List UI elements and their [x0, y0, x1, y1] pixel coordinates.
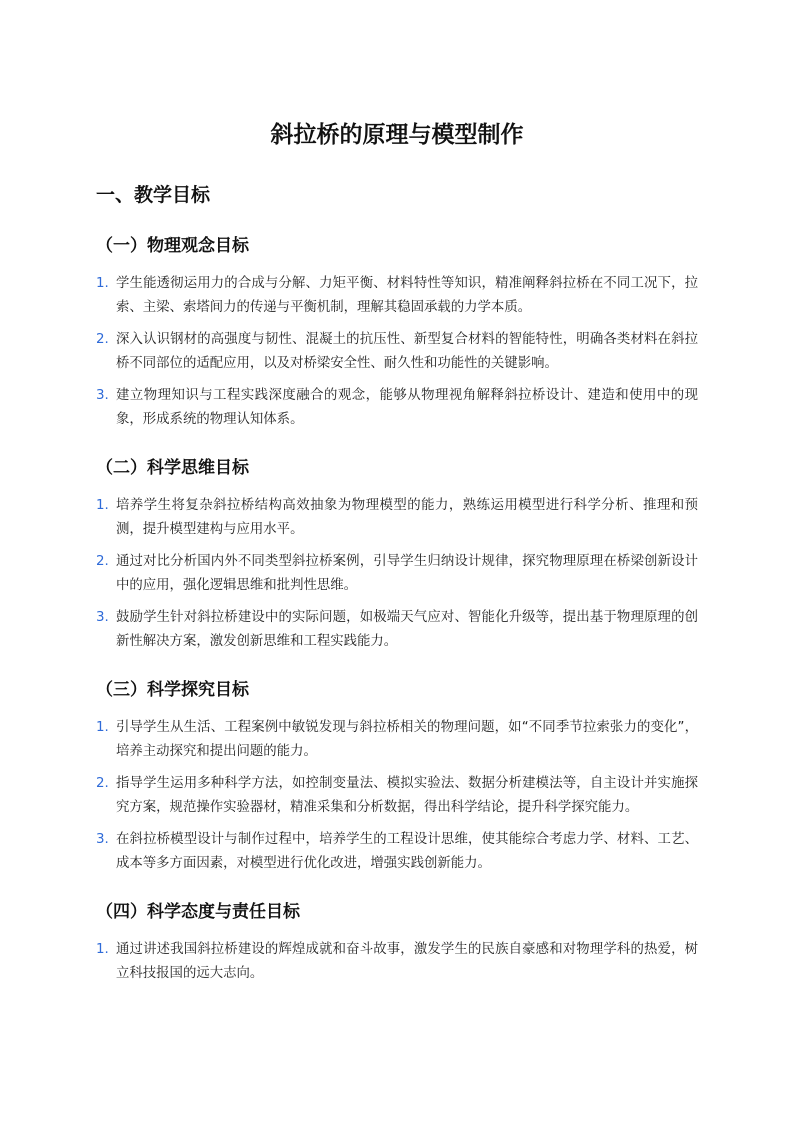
- section-physics-concepts: [96, 232, 698, 432]
- list-item: [96, 550, 698, 598]
- list-item-text: 培养学生将复杂斜拉桥结构高效抽象为物理模型的能力，熟练运用模型进行科学分析、推理和预测，提升模型建构与应用水平。: [116, 498, 698, 537]
- list-item: [96, 938, 698, 986]
- list-item: [96, 606, 698, 654]
- list-item: [96, 716, 698, 764]
- list-item: [96, 828, 698, 876]
- section-heading: （一）物理观念目标: [96, 236, 249, 256]
- list-item-text: 指导学生运用多种科学方法，如控制变量法、模拟实验法、数据分析建模法等，自主设计并实施探究方案，规范操作实验器材，精准采集和分析数据，得出科学结论，提升科学探究能力。: [116, 776, 698, 815]
- list-number: 2.: [96, 554, 109, 569]
- list-number: 1.: [96, 276, 109, 291]
- goal-list: [96, 716, 698, 876]
- list-item: [96, 328, 698, 376]
- list-number: 1.: [96, 498, 109, 513]
- list-item-text: 引导学生从生活、工程案例中敏锐发现与斜拉桥相关的物理问题，如“不同季节拉索张力的变化”，培养主动探究和提出问题的能力。: [116, 720, 698, 759]
- goal-list: [96, 272, 698, 432]
- list-item-text: 学生能透彻运用力的合成与分解、力矩平衡、材料特性等知识，精准阐释斜拉桥在不同工况下，拉索、主梁、索塔间力的传递与平衡机制，理解其稳固承载的力学本质。: [116, 276, 698, 315]
- document-title: 斜拉桥的原理与模型制作: [270, 122, 524, 148]
- list-item: [96, 384, 698, 432]
- list-number: 3.: [96, 610, 109, 625]
- section-heading: （三）科学探究目标: [96, 680, 249, 700]
- section-heading: （四）科学态度与责任目标: [96, 902, 300, 922]
- list-number: 3.: [96, 832, 109, 847]
- heading-teaching-goals: 一、教学目标: [96, 184, 211, 206]
- list-item-text: 通过对比分析国内外不同类型斜拉桥案例，引导学生归纳设计规律，探究物理原理在桥梁创新设计中的应用，强化逻辑思维和批判性思维。: [116, 554, 698, 593]
- goal-list: [96, 938, 698, 986]
- section-attitude-responsibility: [96, 898, 698, 986]
- list-item-text: 建立物理知识与工程实践深度融合的观念，能够从物理视角解释斜拉桥设计、建造和使用中的现象，形成系统的物理认知体系。: [116, 388, 698, 427]
- list-number: 2.: [96, 776, 109, 791]
- list-number: 2.: [96, 332, 109, 347]
- list-item: [96, 494, 698, 542]
- section-scientific-thinking: [96, 454, 698, 654]
- list-item-text: 通过讲述我国斜拉桥建设的辉煌成就和奋斗故事，激发学生的民族自豪感和对物理学科的热爱，树立科技报国的远大志向。: [116, 942, 698, 981]
- section-scientific-inquiry: [96, 676, 698, 876]
- list-number: 1.: [96, 720, 109, 735]
- list-number: 3.: [96, 388, 109, 403]
- list-item-text: 在斜拉桥模型设计与制作过程中，培养学生的工程设计思维，使其能综合考虑力学、材料、工艺、成本等多方面因素，对模型进行优化改进，增强实践创新能力。: [116, 832, 698, 871]
- list-number: 1.: [96, 942, 109, 957]
- section-heading: （二）科学思维目标: [96, 458, 249, 478]
- goal-list: [96, 494, 698, 654]
- list-item: [96, 772, 698, 820]
- list-item-text: 鼓励学生针对斜拉桥建设中的实际问题，如极端天气应对、智能化升级等，提出基于物理原理的创新性解决方案，激发创新思维和工程实践能力。: [116, 610, 698, 649]
- list-item-text: 深入认识钢材的高强度与韧性、混凝土的抗压性、新型复合材料的智能特性，明确各类材料在斜拉桥不同部位的适配应用，以及对桥梁安全性、耐久性和功能性的关键影响。: [116, 332, 698, 371]
- list-item: [96, 272, 698, 320]
